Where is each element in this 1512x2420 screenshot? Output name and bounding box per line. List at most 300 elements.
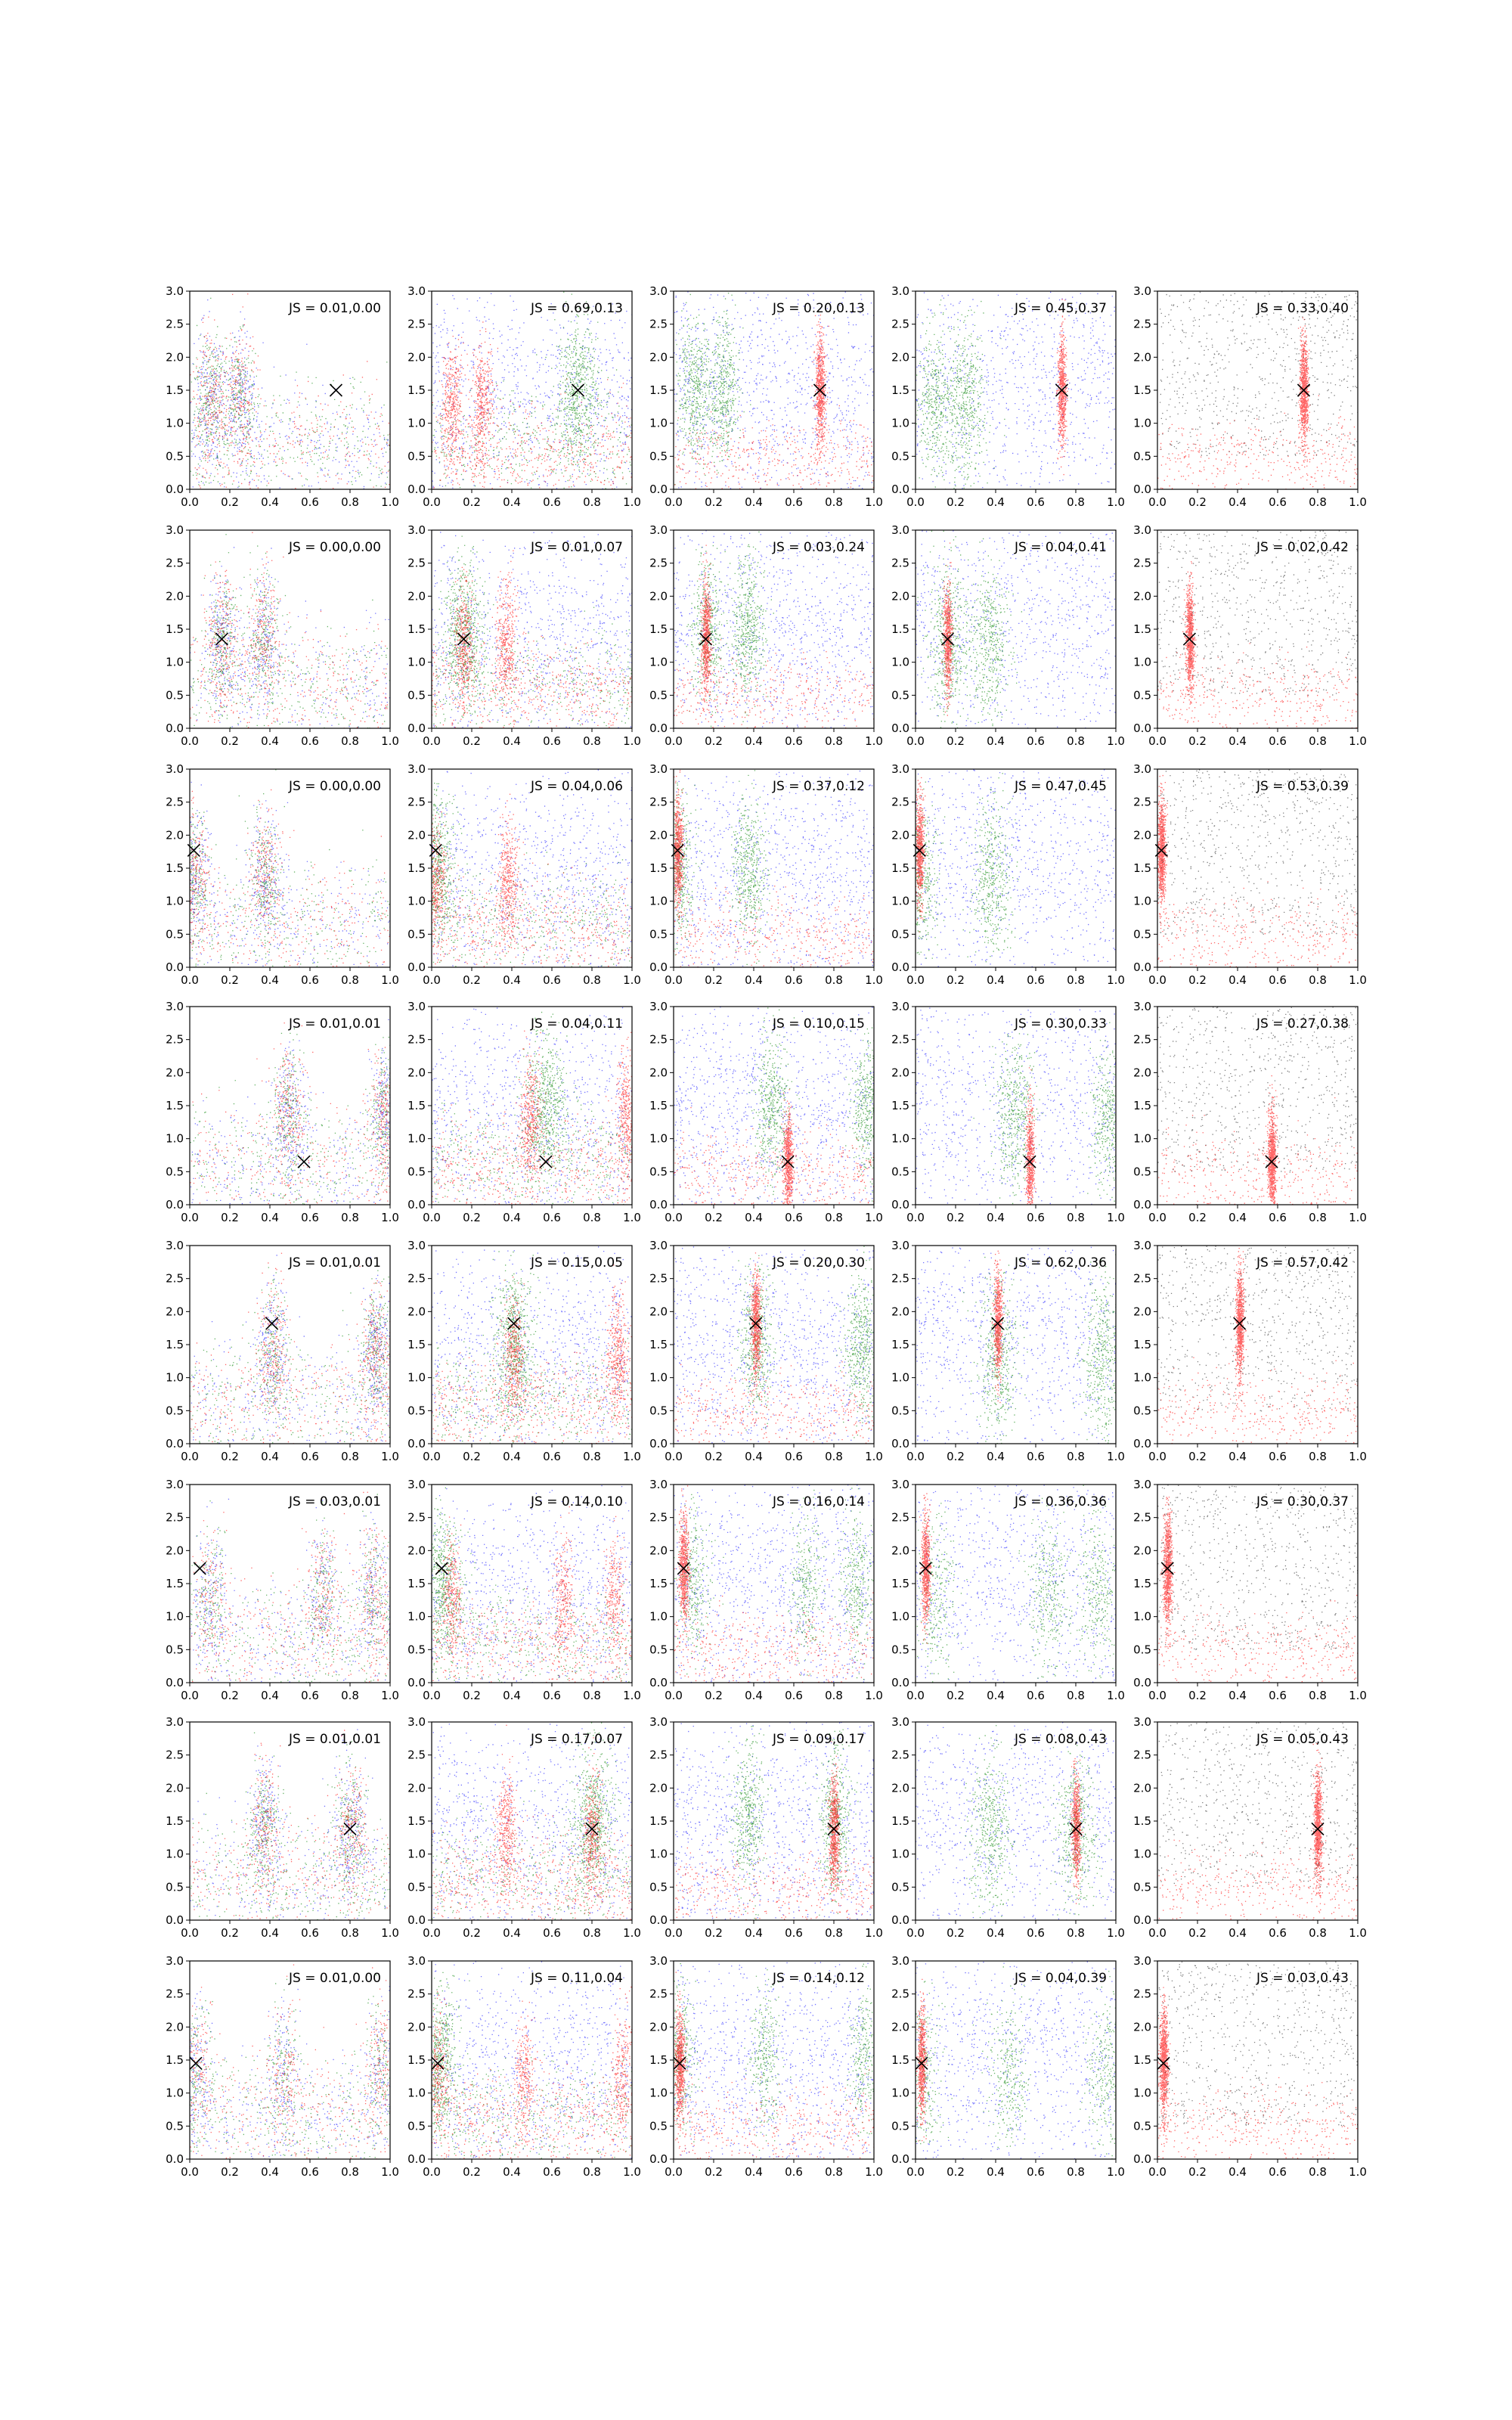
x-tick-label: 0.6 [785, 1926, 803, 1940]
x-tick-label: 1.0 [623, 973, 641, 987]
js-score-label: JS = 0.01,0.07 [531, 540, 623, 555]
x-tick-label: 0.8 [1309, 1211, 1327, 1224]
y-tick-label: 2.5 [166, 1748, 184, 1762]
y-tick-label: 3.0 [891, 523, 909, 537]
x-tick-label: 0.8 [583, 495, 601, 509]
x-tick-label: 0.0 [906, 2165, 925, 2179]
y-tick-label: 2.5 [407, 1032, 426, 1047]
y-tick-label: 1.0 [407, 416, 426, 430]
y-tick-label: 2.0 [407, 2020, 426, 2034]
y-tick-label: 2.0 [1133, 350, 1151, 365]
y-tick-label: 1.0 [407, 1131, 426, 1146]
y-tick-label: 0.0 [649, 1437, 668, 1450]
x-tick-label: 0.6 [301, 973, 319, 987]
js-score-label: JS = 0.15,0.05 [531, 1255, 623, 1270]
y-tick-label: 0.0 [1133, 482, 1151, 496]
y-tick-label: 2.0 [891, 589, 909, 603]
x-tick-label: 0.4 [1228, 1450, 1247, 1463]
y-tick-label: 0.0 [407, 2152, 426, 2166]
x-tick-label: 0.8 [583, 1450, 601, 1463]
x-tick-label: 1.0 [381, 1926, 399, 1940]
y-tick-label: 0.0 [407, 960, 426, 974]
y-tick-label: 0.0 [891, 2152, 909, 2166]
y-tick-label: 0.0 [649, 1198, 668, 1212]
y-tick-label: 2.5 [891, 1510, 909, 1525]
y-tick-label: 1.0 [1133, 1370, 1151, 1385]
x-tick-label: 0.0 [906, 1211, 925, 1224]
y-tick-label: 0.5 [891, 1643, 909, 1657]
y-tick-label: 0.0 [891, 960, 909, 974]
y-tick-label: 0.5 [891, 1880, 909, 1894]
x-tick-label: 0.2 [221, 495, 239, 509]
y-tick-label: 1.0 [407, 1847, 426, 1861]
y-tick-label: 2.5 [1133, 1987, 1151, 2001]
x-tick-label: 0.0 [665, 1211, 683, 1224]
x-tick-label: 0.0 [906, 1689, 925, 1702]
y-tick-label: 1.5 [649, 1577, 668, 1590]
js-score-label: JS = 0.05,0.43 [1256, 1732, 1349, 1747]
y-tick-label: 2.0 [649, 1305, 668, 1319]
y-tick-label: 1.0 [1133, 655, 1151, 669]
x-tick-label: 0.8 [825, 1689, 843, 1702]
y-tick-label: 2.5 [166, 1032, 184, 1047]
js-score-label: JS = 0.04,0.39 [1015, 1971, 1107, 1986]
y-tick-label: 1.5 [891, 861, 909, 875]
x-tick-label: 0.8 [583, 973, 601, 987]
x-tick-label: 0.0 [1148, 1211, 1167, 1224]
y-tick-label: 1.0 [1133, 2086, 1151, 2100]
x-tick-label: 1.0 [1349, 1450, 1367, 1463]
y-tick-label: 3.0 [891, 1239, 909, 1252]
y-tick-label: 2.5 [1133, 795, 1151, 809]
y-tick-label: 2.0 [1133, 1781, 1151, 1795]
x-tick-label: 0.6 [1027, 1450, 1045, 1463]
x-tick-label: 1.0 [623, 2165, 641, 2179]
js-score-label: JS = 0.01,0.01 [289, 1732, 381, 1747]
x-tick-label: 0.4 [1228, 1211, 1247, 1224]
x-tick-label: 0.8 [1309, 495, 1327, 509]
x-tick-label: 0.4 [987, 1689, 1005, 1702]
y-tick-label: 3.0 [891, 284, 909, 298]
x-tick-label: 0.4 [503, 734, 521, 748]
x-tick-label: 0.8 [1067, 2165, 1085, 2179]
y-tick-label: 0.5 [1133, 2119, 1151, 2133]
x-tick-label: 0.2 [1188, 1211, 1207, 1224]
y-tick-label: 1.5 [1133, 1577, 1151, 1590]
x-tick-label: 0.2 [221, 973, 239, 987]
y-tick-label: 0.0 [891, 1676, 909, 1689]
y-tick-label: 0.0 [166, 1676, 184, 1689]
x-tick-label: 0.6 [301, 2165, 319, 2179]
x-tick-label: 0.8 [341, 495, 359, 509]
x-tick-label: 0.2 [705, 2165, 723, 2179]
x-tick-label: 0.0 [665, 495, 683, 509]
js-score-label: JS = 0.00,0.00 [289, 779, 381, 794]
x-tick-label: 0.4 [1228, 734, 1247, 748]
x-tick-label: 0.6 [543, 1926, 561, 1940]
x-tick-label: 0.0 [423, 734, 441, 748]
y-tick-label: 0.5 [649, 449, 668, 464]
y-tick-label: 0.5 [166, 2119, 184, 2133]
x-tick-label: 1.0 [381, 2165, 399, 2179]
y-tick-label: 2.0 [166, 1544, 184, 1558]
y-tick-label: 1.0 [649, 1131, 668, 1146]
x-tick-label: 1.0 [623, 495, 641, 509]
js-score-label: JS = 0.27,0.38 [1256, 1016, 1349, 1032]
x-tick-label: 0.6 [1027, 1211, 1045, 1224]
y-tick-label: 0.5 [407, 1643, 426, 1657]
y-tick-label: 2.0 [649, 350, 668, 365]
y-tick-label: 0.5 [1133, 449, 1151, 464]
x-tick-label: 0.0 [906, 734, 925, 748]
y-tick-label: 3.0 [166, 523, 184, 537]
x-tick-label: 0.0 [906, 973, 925, 987]
y-tick-label: 1.5 [649, 1099, 668, 1112]
x-tick-label: 0.0 [181, 2165, 199, 2179]
x-tick-label: 1.0 [381, 1450, 399, 1463]
y-tick-label: 1.0 [891, 1131, 909, 1146]
x-tick-label: 0.6 [1269, 973, 1287, 987]
y-tick-label: 1.0 [407, 2086, 426, 2100]
y-tick-label: 0.5 [407, 1404, 426, 1418]
y-tick-label: 2.5 [891, 1987, 909, 2001]
y-tick-label: 1.5 [649, 383, 668, 397]
js-score-label: JS = 0.11,0.04 [531, 1971, 623, 1986]
js-score-label: JS = 0.30,0.33 [1015, 1016, 1107, 1032]
x-tick-label: 0.2 [947, 2165, 965, 2179]
x-tick-label: 1.0 [1107, 2165, 1125, 2179]
x-tick-label: 0.0 [181, 1689, 199, 1702]
x-tick-label: 0.8 [583, 1926, 601, 1940]
js-score-label: JS = 0.04,0.06 [531, 779, 623, 794]
y-tick-label: 0.0 [891, 1437, 909, 1450]
y-tick-label: 0.0 [166, 960, 184, 974]
y-tick-label: 1.5 [649, 622, 668, 636]
y-tick-label: 3.0 [649, 523, 668, 537]
x-tick-label: 0.2 [947, 1689, 965, 1702]
y-tick-label: 2.5 [1133, 1032, 1151, 1047]
y-tick-label: 1.0 [891, 1609, 909, 1624]
x-tick-label: 0.0 [423, 1211, 441, 1224]
x-tick-label: 0.0 [423, 495, 441, 509]
x-tick-label: 0.6 [1027, 1689, 1045, 1702]
x-tick-label: 0.2 [221, 1689, 239, 1702]
y-tick-label: 0.5 [407, 927, 426, 942]
y-tick-label: 2.0 [891, 2020, 909, 2034]
y-tick-label: 1.5 [649, 861, 668, 875]
js-score-label: JS = 0.10,0.15 [773, 1016, 865, 1032]
x-tick-label: 0.6 [1027, 1926, 1045, 1940]
y-tick-label: 3.0 [166, 1239, 184, 1252]
y-tick-label: 1.0 [166, 2086, 184, 2100]
y-tick-label: 3.0 [891, 1954, 909, 1968]
x-tick-label: 0.4 [503, 2165, 521, 2179]
x-tick-label: 0.8 [341, 973, 359, 987]
js-score-label: JS = 0.14,0.12 [773, 1971, 865, 1986]
y-tick-label: 1.5 [166, 1338, 184, 1351]
x-tick-label: 0.8 [341, 1211, 359, 1224]
x-tick-label: 0.4 [503, 1926, 521, 1940]
x-tick-label: 1.0 [1349, 1211, 1367, 1224]
x-tick-label: 0.4 [987, 495, 1005, 509]
x-tick-label: 1.0 [1107, 973, 1125, 987]
x-tick-label: 0.6 [1269, 495, 1287, 509]
y-tick-label: 2.5 [407, 795, 426, 809]
x-tick-label: 1.0 [1349, 495, 1367, 509]
y-tick-label: 2.5 [649, 1510, 668, 1525]
y-tick-label: 2.0 [407, 828, 426, 842]
y-tick-label: 0.0 [166, 1913, 184, 1927]
x-tick-label: 0.2 [463, 1450, 481, 1463]
y-tick-label: 1.0 [407, 1609, 426, 1624]
y-tick-label: 2.5 [407, 556, 426, 570]
y-tick-label: 0.0 [407, 1198, 426, 1212]
x-tick-label: 0.0 [1148, 2165, 1167, 2179]
y-tick-label: 3.0 [1133, 1954, 1151, 1968]
y-tick-label: 2.0 [407, 1305, 426, 1319]
x-tick-label: 0.6 [301, 1689, 319, 1702]
y-tick-label: 1.5 [891, 2053, 909, 2067]
y-tick-label: 1.0 [407, 1370, 426, 1385]
x-tick-label: 1.0 [1107, 734, 1125, 748]
x-tick-label: 0.8 [583, 1211, 601, 1224]
y-tick-label: 0.0 [649, 721, 668, 735]
y-tick-label: 2.0 [891, 1781, 909, 1795]
x-tick-label: 0.4 [261, 1926, 279, 1940]
y-tick-label: 0.5 [166, 1643, 184, 1657]
x-tick-label: 0.2 [705, 1450, 723, 1463]
y-tick-label: 1.0 [649, 2086, 668, 2100]
y-tick-label: 3.0 [166, 1000, 184, 1013]
y-tick-label: 0.5 [649, 688, 668, 703]
js-score-label: JS = 0.01,0.00 [289, 301, 381, 316]
y-tick-label: 0.5 [166, 688, 184, 703]
x-tick-label: 0.2 [221, 1926, 239, 1940]
x-tick-label: 1.0 [1349, 1926, 1367, 1940]
y-tick-label: 0.5 [407, 1165, 426, 1179]
y-tick-label: 0.0 [407, 1913, 426, 1927]
y-tick-label: 0.0 [649, 1676, 668, 1689]
x-tick-label: 0.4 [503, 1211, 521, 1224]
x-tick-label: 0.4 [261, 1450, 279, 1463]
js-score-label: JS = 0.02,0.42 [1256, 540, 1349, 555]
y-tick-label: 2.0 [407, 589, 426, 603]
y-tick-label: 0.5 [407, 688, 426, 703]
y-tick-label: 0.5 [1133, 927, 1151, 942]
y-tick-label: 1.5 [166, 622, 184, 636]
x-tick-label: 0.6 [1269, 1450, 1287, 1463]
y-tick-label: 1.5 [407, 383, 426, 397]
y-tick-label: 2.0 [407, 1066, 426, 1080]
x-tick-label: 0.0 [1148, 973, 1167, 987]
x-tick-label: 0.6 [785, 2165, 803, 2179]
x-tick-label: 1.0 [865, 1689, 883, 1702]
x-tick-label: 0.2 [221, 2165, 239, 2179]
js-score-label: JS = 0.08,0.43 [1015, 1732, 1107, 1747]
y-tick-label: 1.5 [407, 1338, 426, 1351]
y-tick-label: 1.0 [891, 655, 909, 669]
y-tick-label: 2.0 [166, 1781, 184, 1795]
y-tick-label: 2.0 [166, 828, 184, 842]
x-tick-label: 0.0 [1148, 1450, 1167, 1463]
x-tick-label: 0.4 [261, 495, 279, 509]
x-tick-label: 0.8 [1067, 973, 1085, 987]
y-tick-label: 2.5 [649, 1032, 668, 1047]
x-tick-label: 0.6 [785, 1211, 803, 1224]
x-tick-label: 0.8 [583, 2165, 601, 2179]
y-tick-label: 1.5 [891, 1814, 909, 1828]
js-score-label: JS = 0.01,0.00 [289, 1971, 381, 1986]
x-tick-label: 1.0 [1107, 1926, 1125, 1940]
y-tick-label: 1.0 [649, 655, 668, 669]
x-tick-label: 1.0 [1349, 2165, 1367, 2179]
y-tick-label: 1.5 [407, 861, 426, 875]
x-tick-label: 0.2 [947, 734, 965, 748]
x-tick-label: 0.4 [261, 734, 279, 748]
x-tick-label: 0.2 [463, 1211, 481, 1224]
y-tick-label: 1.0 [166, 416, 184, 430]
x-tick-label: 1.0 [1107, 1211, 1125, 1224]
y-tick-label: 3.0 [166, 1478, 184, 1491]
x-tick-label: 0.4 [745, 495, 763, 509]
x-tick-label: 0.2 [705, 1926, 723, 1940]
x-tick-label: 0.0 [665, 1689, 683, 1702]
y-tick-label: 3.0 [649, 1954, 668, 1968]
y-tick-label: 1.5 [1133, 622, 1151, 636]
y-tick-label: 2.5 [649, 1987, 668, 2001]
js-score-label: JS = 0.62,0.36 [1015, 1255, 1107, 1270]
y-tick-label: 0.0 [649, 960, 668, 974]
y-tick-label: 3.0 [1133, 1478, 1151, 1491]
y-tick-label: 0.0 [166, 1437, 184, 1450]
x-tick-label: 0.2 [221, 734, 239, 748]
y-tick-label: 2.5 [166, 1987, 184, 2001]
y-tick-label: 3.0 [407, 1715, 426, 1729]
x-tick-label: 0.0 [665, 2165, 683, 2179]
y-tick-label: 3.0 [407, 1239, 426, 1252]
x-tick-label: 0.0 [423, 1689, 441, 1702]
x-tick-label: 0.2 [463, 2165, 481, 2179]
y-tick-label: 0.5 [649, 1165, 668, 1179]
x-tick-label: 0.8 [825, 495, 843, 509]
y-tick-label: 0.0 [1133, 960, 1151, 974]
y-tick-label: 1.5 [407, 2053, 426, 2067]
y-tick-label: 3.0 [166, 1715, 184, 1729]
y-tick-label: 2.5 [649, 1748, 668, 1762]
x-tick-label: 1.0 [865, 1450, 883, 1463]
x-tick-label: 0.6 [1269, 734, 1287, 748]
x-tick-label: 0.0 [665, 734, 683, 748]
y-tick-label: 1.0 [166, 1609, 184, 1624]
y-tick-label: 1.0 [407, 894, 426, 908]
js-score-label: JS = 0.17,0.07 [531, 1732, 623, 1747]
x-tick-label: 0.6 [785, 1450, 803, 1463]
y-tick-label: 1.0 [1133, 1847, 1151, 1861]
x-tick-label: 1.0 [865, 734, 883, 748]
y-tick-label: 2.0 [166, 1066, 184, 1080]
y-tick-label: 2.0 [649, 2020, 668, 2034]
x-tick-label: 1.0 [865, 1211, 883, 1224]
y-tick-label: 3.0 [649, 1000, 668, 1013]
y-tick-label: 0.5 [891, 927, 909, 942]
x-tick-label: 1.0 [623, 1450, 641, 1463]
js-score-label: JS = 0.03,0.43 [1256, 1971, 1349, 1986]
y-tick-label: 1.0 [891, 1847, 909, 1861]
js-score-label: JS = 0.04,0.41 [1015, 540, 1107, 555]
y-tick-label: 1.5 [1133, 383, 1151, 397]
y-tick-label: 1.0 [166, 1131, 184, 1146]
y-tick-label: 2.5 [1133, 1748, 1151, 1762]
x-tick-label: 1.0 [623, 1689, 641, 1702]
x-tick-label: 1.0 [865, 973, 883, 987]
y-tick-label: 1.0 [1133, 416, 1151, 430]
y-tick-label: 3.0 [649, 1715, 668, 1729]
x-tick-label: 0.4 [987, 1450, 1005, 1463]
y-tick-label: 1.0 [1133, 1609, 1151, 1624]
x-tick-label: 0.0 [1148, 734, 1167, 748]
x-tick-label: 0.2 [1188, 2165, 1207, 2179]
y-tick-label: 0.0 [166, 2152, 184, 2166]
y-tick-label: 2.5 [891, 317, 909, 331]
x-tick-label: 0.2 [1188, 973, 1207, 987]
x-tick-label: 0.2 [705, 1211, 723, 1224]
y-tick-label: 2.0 [891, 1066, 909, 1080]
x-tick-label: 0.6 [1269, 1689, 1287, 1702]
y-tick-label: 2.5 [891, 1748, 909, 1762]
js-score-label: JS = 0.45,0.37 [1015, 301, 1107, 316]
y-tick-label: 0.5 [166, 449, 184, 464]
y-tick-label: 0.0 [891, 1913, 909, 1927]
y-tick-label: 2.0 [166, 1305, 184, 1319]
y-tick-label: 2.5 [407, 1987, 426, 2001]
x-tick-label: 0.4 [987, 1211, 1005, 1224]
x-tick-label: 0.0 [181, 734, 199, 748]
y-tick-label: 0.5 [407, 449, 426, 464]
x-tick-label: 0.4 [503, 1450, 521, 1463]
x-tick-label: 0.4 [1228, 1926, 1247, 1940]
y-tick-label: 3.0 [407, 762, 426, 776]
x-tick-label: 0.2 [463, 1689, 481, 1702]
x-tick-label: 0.4 [745, 1211, 763, 1224]
y-tick-label: 0.0 [649, 2152, 668, 2166]
y-tick-label: 1.5 [649, 1814, 668, 1828]
js-score-label: JS = 0.16,0.14 [773, 1494, 865, 1509]
x-tick-label: 0.0 [665, 973, 683, 987]
x-tick-label: 0.2 [1188, 734, 1207, 748]
y-tick-label: 2.5 [166, 795, 184, 809]
x-tick-label: 0.6 [1269, 2165, 1287, 2179]
x-tick-label: 0.2 [463, 973, 481, 987]
x-tick-label: 1.0 [1349, 1689, 1367, 1702]
y-tick-label: 0.5 [1133, 1880, 1151, 1894]
x-tick-label: 0.6 [785, 734, 803, 748]
x-tick-label: 0.4 [261, 1211, 279, 1224]
y-tick-label: 1.0 [891, 1370, 909, 1385]
x-tick-label: 0.4 [503, 973, 521, 987]
y-tick-label: 1.0 [649, 1609, 668, 1624]
y-tick-label: 1.0 [1133, 1131, 1151, 1146]
y-tick-label: 0.5 [891, 1404, 909, 1418]
y-tick-label: 0.5 [649, 1643, 668, 1657]
x-tick-label: 0.8 [1309, 1689, 1327, 1702]
y-tick-label: 3.0 [1133, 1715, 1151, 1729]
x-tick-label: 0.2 [705, 973, 723, 987]
x-tick-label: 0.2 [463, 1926, 481, 1940]
x-tick-label: 0.6 [1027, 2165, 1045, 2179]
y-tick-label: 0.0 [407, 721, 426, 735]
x-tick-label: 0.4 [503, 1689, 521, 1702]
x-tick-label: 0.6 [543, 1450, 561, 1463]
